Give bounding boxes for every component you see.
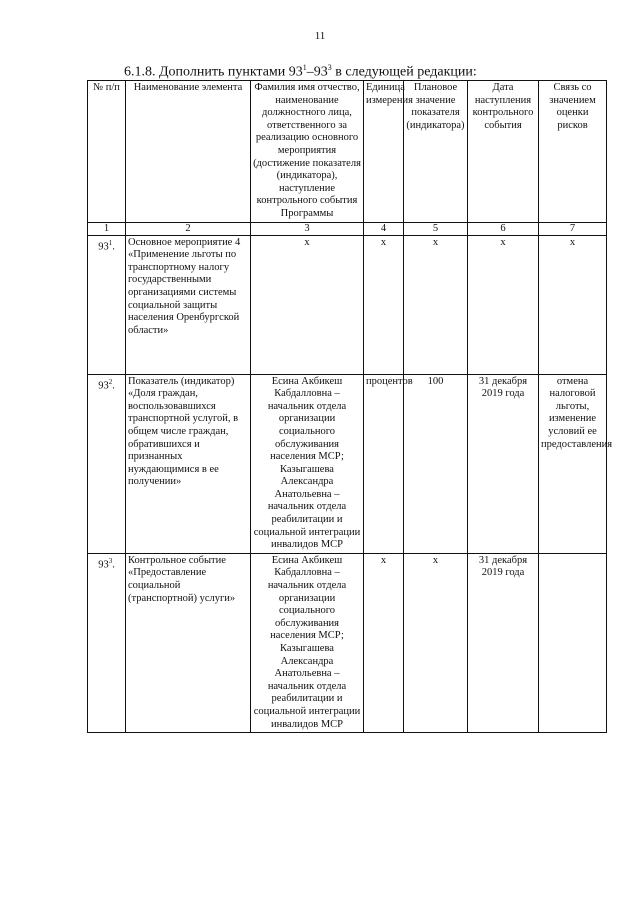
header-unit: Единица измерения: [364, 81, 404, 223]
column-number: 4: [364, 222, 404, 235]
header-number: № п/п: [88, 81, 126, 223]
page-number: 11: [314, 30, 326, 42]
row-number-base: 93: [98, 380, 109, 392]
row-unit: процентов: [364, 374, 404, 553]
column-number: 1: [88, 222, 126, 235]
row-risk-link: отмена налоговой льготы, изменение условий ее предоставления: [539, 374, 607, 553]
header-risk-link: Связь со значением оценки рисков: [539, 81, 607, 223]
row-number: [88, 235, 126, 374]
row-number: [88, 374, 126, 553]
section-heading: [124, 63, 477, 81]
row-responsible: Есина Акбикеш Кабдалловна – начальник отдела организации социального обслуживания населения МСР; Казыгашева Александра Анатольевна – начальник отдела реабилитации и социальной интеграции инвалидов МСР: [251, 553, 364, 732]
header-plan-value: Плановое значение показателя (индикатора): [404, 81, 468, 223]
column-number: 2: [126, 222, 251, 235]
table-row: [88, 374, 607, 553]
heading-prefix: 6.1.8. Дополнить пунктами 93: [124, 64, 303, 80]
heading-dash: –93: [306, 64, 328, 80]
row-element-name: Основное мероприятие 4 «Применение льготы по транспортному налогу государственными организациями системы социальной защиты населения Оренбургской области»: [126, 235, 251, 374]
row-responsible: х: [251, 235, 364, 374]
row-number-sup: 1: [108, 238, 113, 247]
row-event-date: 31 декабря 2019 года: [468, 553, 539, 732]
row-unit: х: [364, 235, 404, 374]
heading-sup-1: 1: [302, 63, 307, 72]
row-number-base: 93: [98, 559, 109, 571]
row-unit: х: [364, 553, 404, 732]
row-number-suffix: .: [112, 559, 115, 571]
row-number-sup: 2: [108, 377, 113, 386]
row-element-name: Контрольное событие «Предоставление социальной (транспортной) услуги»: [126, 553, 251, 732]
row-plan-value: х: [404, 235, 468, 374]
program-elements-table: [87, 80, 613, 733]
row-number-suffix: .: [112, 241, 115, 253]
column-number: 5: [404, 222, 468, 235]
row-risk-link: х: [539, 235, 607, 374]
header-responsible: Фамилия имя отчество, наименование должностного лица, ответственного за реализацию основного мероприятия (достижение показателя (индикатора), наступление контрольного события Программы: [251, 81, 364, 223]
row-event-date: х: [468, 235, 539, 374]
column-number: 3: [251, 222, 364, 235]
row-element-name: Показатель (индикатор) «Доля граждан, воспользовавшихся транспортной услугой, в общем числе граждан, обратившихся и признанных нуждающимися в ее получении»: [126, 374, 251, 553]
row-risk-link: [539, 553, 607, 732]
table-row: [88, 235, 607, 374]
column-number-row: [88, 222, 607, 235]
header-event-date: Дата наступления контрольного события: [468, 81, 539, 223]
heading-suffix: в следующей редакции:: [331, 64, 477, 80]
row-number-base: 93: [98, 241, 109, 253]
row-responsible: Есина Акбикеш Кабдалловна – начальник отдела организации социального обслуживания населения МСР; Казыгашева Александра Анатольевна – начальник отдела реабилитации и социальной интеграции инвалидов МСР: [251, 374, 364, 553]
row-number-sup: 3: [108, 556, 113, 565]
row-event-date: 31 декабря 2019 года: [468, 374, 539, 553]
column-number: 7: [539, 222, 607, 235]
heading-sup-2: 3: [327, 63, 332, 72]
header-element-name: Наименование элемента: [126, 81, 251, 223]
header-row: [88, 81, 607, 223]
row-number-suffix: .: [112, 380, 115, 392]
row-plan-value: 100: [404, 374, 468, 553]
row-plan-value: х: [404, 553, 468, 732]
table-row: [88, 553, 607, 732]
column-number: 6: [468, 222, 539, 235]
row-number: [88, 553, 126, 732]
